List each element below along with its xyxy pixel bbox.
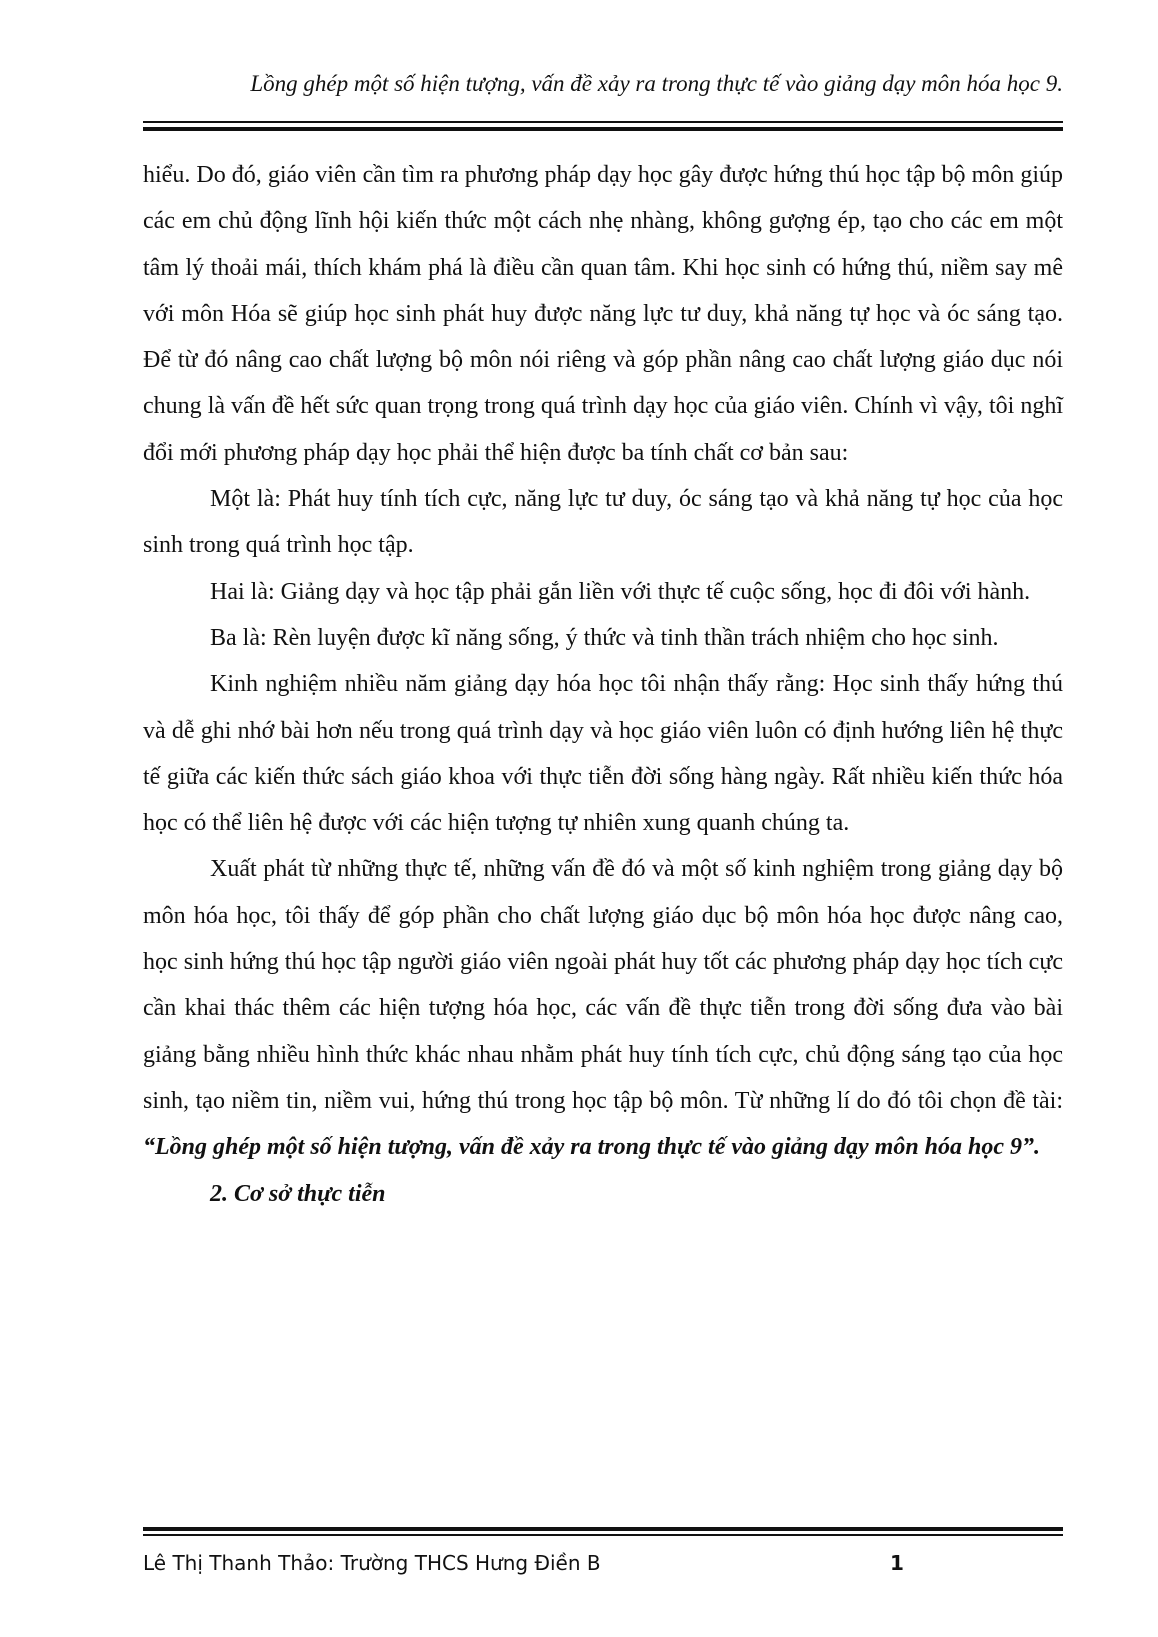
footer-author: Lê Thị Thanh Thảo: Trường THCS Hưng Điền B [143, 1551, 601, 1575]
paragraph-6 [143, 846, 1063, 1170]
section-heading: 2. Cơ sở thực tiễn [210, 1180, 386, 1207]
header-rule-thin [143, 121, 1063, 123]
topic-title: “Lồng ghép một số hiện tượng, vấn đề xảy ra trong thực tế vào giảng dạy môn hóa học 9”. [143, 1134, 1041, 1161]
footer-rule-thick [143, 1527, 1063, 1531]
paragraph-3: Hai là: Giảng dạy và học tập phải gắn liền với thực tế cuộc sống, học đi đôi với hành. [210, 578, 1031, 605]
footer-rule-thin [143, 1534, 1063, 1536]
paragraph-2: Một là: Phát huy tính tích cực, năng lực tư duy, óc sáng tạo và khả năng tự học của học sinh trong quá trình học tập. [143, 486, 1063, 559]
paragraph-1: hiểu. Do đó, giáo viên cần tìm ra phương pháp dạy học gây được hứng thú học tập bộ môn giúp các em chủ động lĩnh hội kiến thức một cách nhẹ nhàng, không gượng ép, tạo cho các em một tâm lý thoải mái, thích khám phá là điều cần quan tâm. Khi học sinh có hứng thú, niềm say mê với môn Hóa sẽ giúp học sinh phát huy được năng lực tư duy, khả năng tự học và óc sáng tạo. Để từ đó nâng cao chất lượng bộ môn nói riêng và góp phần nâng cao chất lượng giáo dục nói chung là vấn đề hết sức quan trọng trong quá trình dạy học của giáo viên. Chính vì vậy, tôi nghĩ đổi mới phương pháp dạy học phải thể hiện được ba tính chất cơ bản sau: [143, 162, 1063, 466]
paragraph-4: Ba là: Rèn luyện được kĩ năng sống, ý thức và tinh thần trách nhiệm cho học sinh. [210, 624, 999, 651]
paragraph-6-text: Xuất phát từ những thực tế, những vấn đề đó và một số kinh nghiệm trong giảng dạy bộ môn hóa học, tôi thấy để góp phần cho chất lượng giáo dục bộ môn hóa học được nâng cao, học sinh hứng thú học tập người giáo viên ngoài phát huy tốt các phương pháp dạy học tích cực cần khai thác thêm các hiện tượng hóa học, các vấn đề thực tiễn trong đời sống đưa vào bài giảng bằng nhiều hình thức khác nhau nhằm phát huy tính tích cực, chủ động sáng tạo của học sinh, tạo niềm tin, niềm vui, hứng thú trong học tập bộ môn. Từ những lí do đó tôi chọn đề tài: [143, 856, 1063, 1114]
paragraph-5: Kinh nghiệm nhiều năm giảng dạy hóa học tôi nhận thấy rằng: Học sinh thấy hứng thú và dễ ghi nhớ bài hơn nếu trong quá trình dạy và học giáo viên luôn có định hướng liên hệ thực tế giữa các kiến thức sách giáo khoa với thực tiễn đời sống hàng ngày. Rất nhiều kiến thức hóa học có thể liên hệ được với các hiện tượng tự nhiên xung quanh chúng ta. [143, 671, 1063, 837]
page-number: 1 [890, 1551, 904, 1575]
document-body [143, 152, 1063, 1217]
page-header: Lồng ghép một số hiện tượng, vấn đề xảy ra trong thực tế vào giảng dạy môn hóa học 9. [250, 71, 1063, 96]
header-rule-thick [143, 127, 1063, 131]
